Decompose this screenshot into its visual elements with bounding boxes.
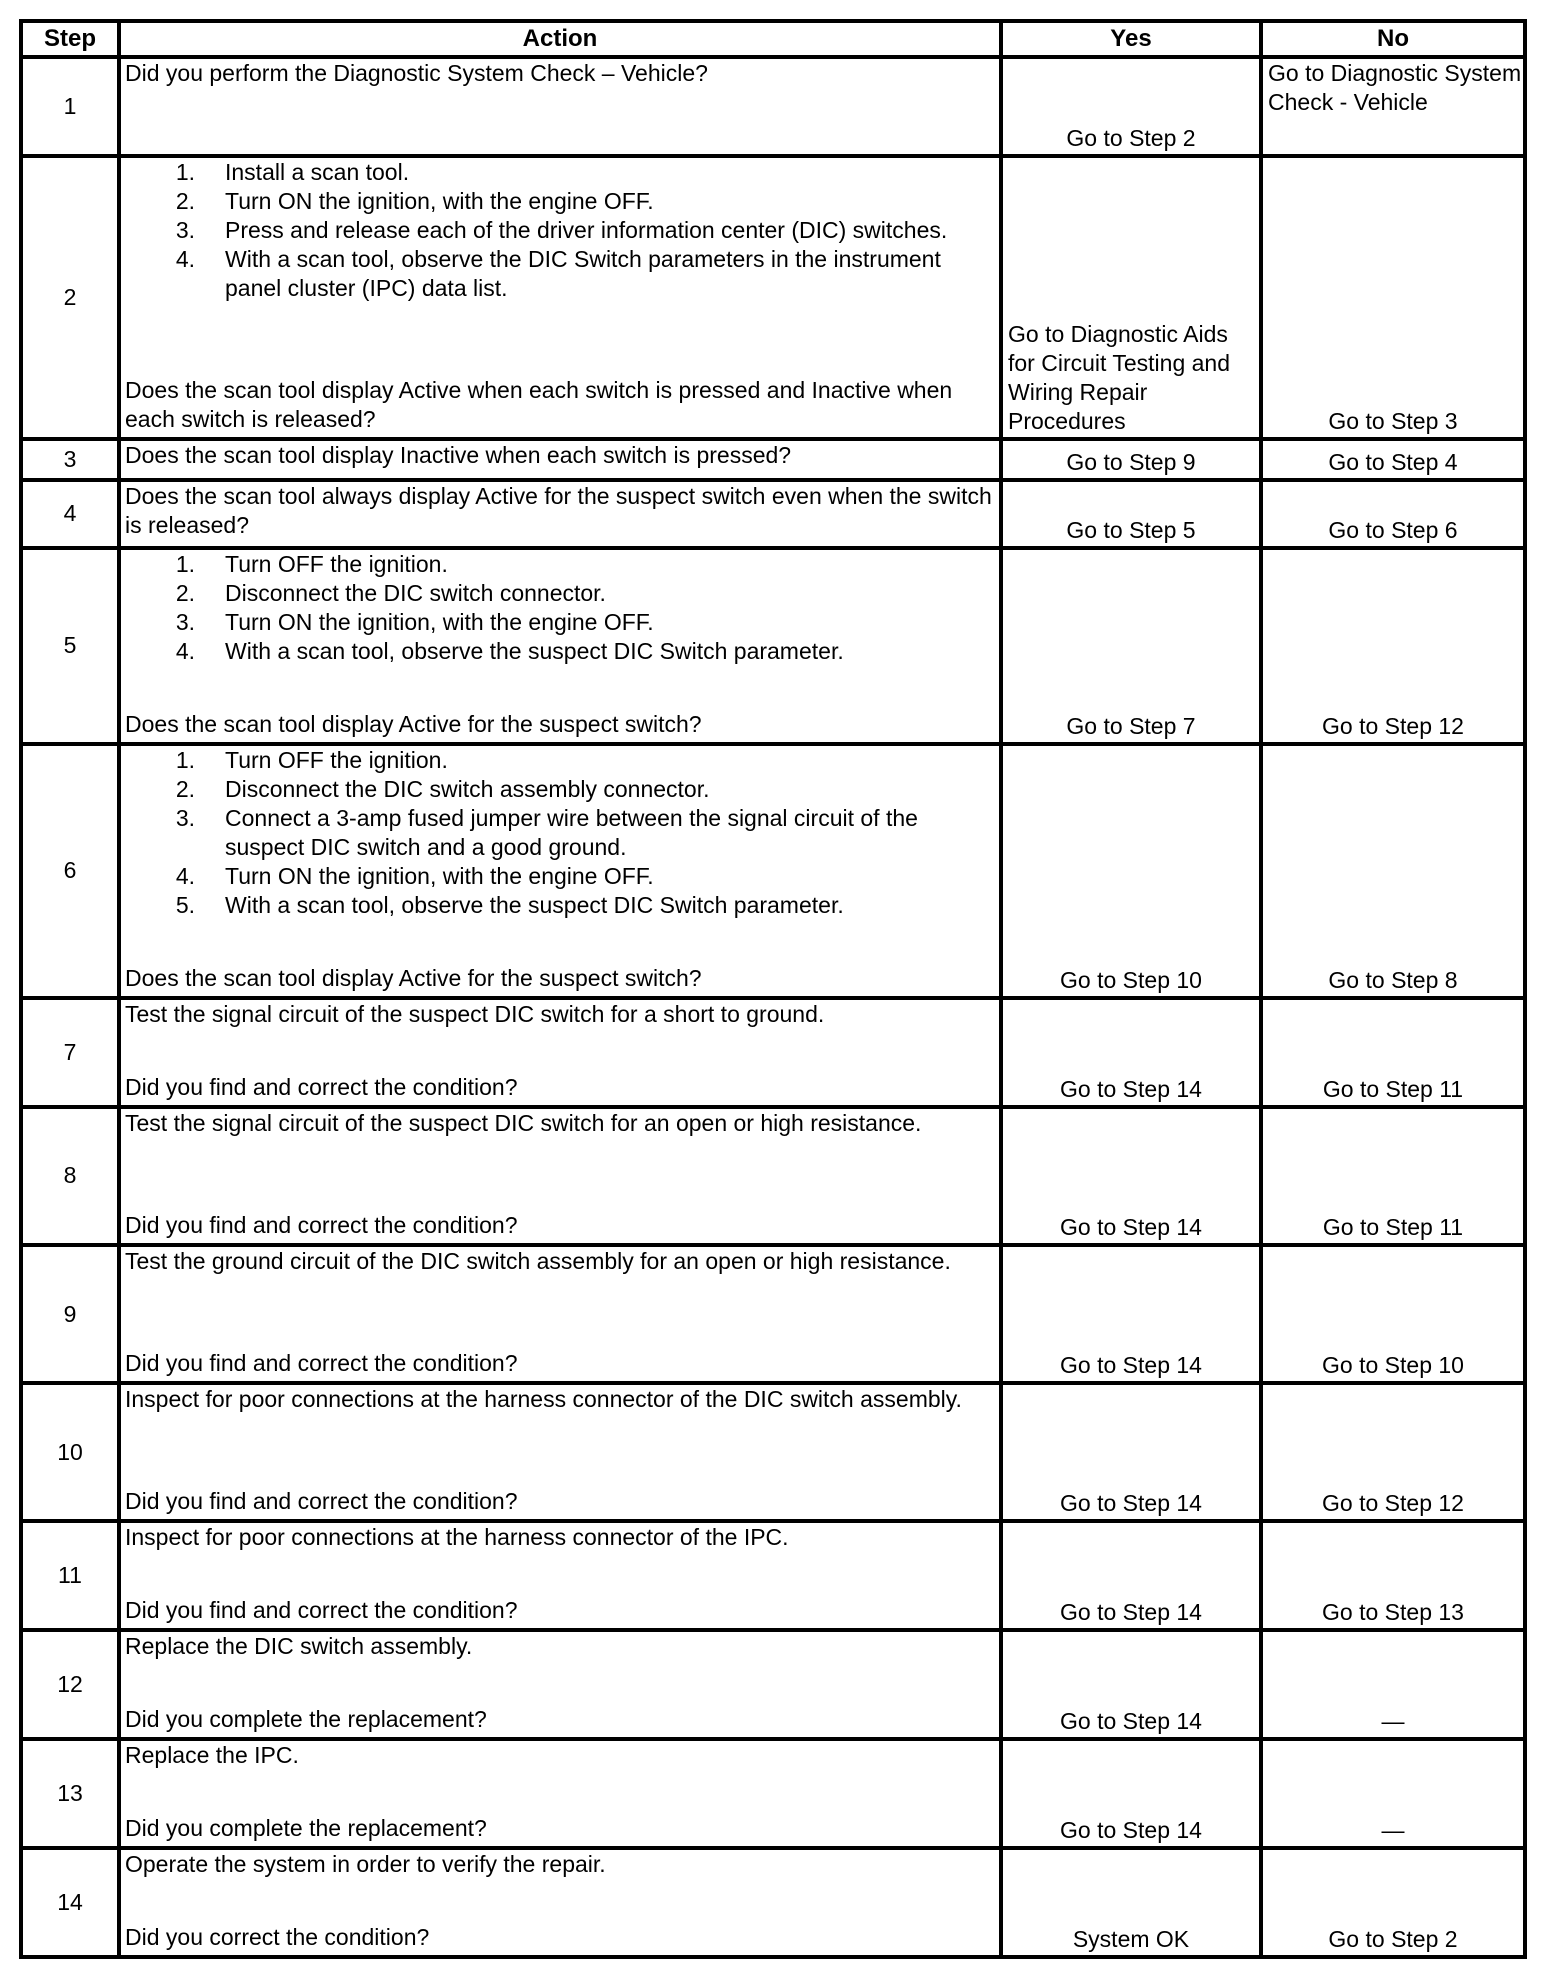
list-number: 2. bbox=[175, 187, 195, 214]
action-text: Test the signal circuit of the suspect DIC switch for an open or high resistance. bbox=[125, 1109, 922, 1136]
instruction-list bbox=[125, 158, 997, 303]
no-cell: Go to Step 4 bbox=[1261, 439, 1525, 479]
step-number: 13 bbox=[21, 1739, 119, 1848]
yes-cell: Go to Step 2 bbox=[1001, 57, 1261, 156]
question-text: Did you find and correct the condition? bbox=[125, 1073, 518, 1100]
action-text: Inspect for poor connections at the harness connector of the IPC. bbox=[125, 1524, 789, 1551]
list-text: Press and release each of the driver information center (DIC) switches. bbox=[225, 216, 948, 243]
yes-cell: Go to Step 9 bbox=[1001, 439, 1261, 479]
action-cell bbox=[119, 57, 1001, 156]
table-row bbox=[21, 57, 1525, 156]
header-yes: Yes bbox=[1001, 21, 1261, 57]
list-text: Install a scan tool. bbox=[225, 158, 410, 185]
table-row bbox=[21, 1630, 1525, 1739]
step-number: 9 bbox=[21, 1245, 119, 1383]
list-text: Turn ON the ignition, with the engine OFF. bbox=[225, 609, 654, 636]
table-row bbox=[21, 1383, 1525, 1521]
action-text: Test the signal circuit of the suspect DIC switch for a short to ground. bbox=[125, 1000, 825, 1027]
question-text: Did you complete the replacement? bbox=[125, 1815, 487, 1842]
list-item bbox=[125, 608, 997, 637]
action-cell bbox=[119, 1107, 1001, 1245]
list-item bbox=[125, 746, 997, 775]
list-item bbox=[125, 775, 997, 804]
table-row bbox=[21, 480, 1525, 549]
no-cell: Go to Step 10 bbox=[1261, 1245, 1525, 1383]
list-number: 1. bbox=[175, 551, 195, 578]
step-number: 8 bbox=[21, 1107, 119, 1245]
action-cell bbox=[119, 744, 1001, 998]
step-number: 4 bbox=[21, 480, 119, 549]
action-text: Operate the system in order to verify the repair. bbox=[125, 1850, 606, 1877]
list-item bbox=[125, 550, 997, 579]
action-cell bbox=[119, 156, 1001, 439]
header-step: Step bbox=[21, 21, 119, 57]
no-cell: Go to Step 2 bbox=[1261, 1848, 1525, 1957]
list-number: 1. bbox=[175, 746, 195, 773]
yes-cell: Go to Diagnostic Aids for Circuit Testing and Wiring Repair Procedures bbox=[1001, 156, 1261, 439]
table-row bbox=[21, 744, 1525, 998]
no-cell: Go to Step 12 bbox=[1261, 1383, 1525, 1521]
action-text: Did you perform the Diagnostic System Check – Vehicle? bbox=[125, 60, 708, 86]
step-number: 3 bbox=[21, 439, 119, 479]
question-text: Did you complete the replacement? bbox=[125, 1706, 487, 1733]
question-text: Did you find and correct the condition? bbox=[125, 1597, 518, 1624]
list-text: Disconnect the DIC switch assembly connector. bbox=[225, 775, 710, 802]
list-text: Disconnect the DIC switch connector. bbox=[225, 580, 606, 607]
yes-cell: Go to Step 7 bbox=[1001, 548, 1261, 744]
table-row bbox=[21, 1848, 1525, 1957]
list-number: 4. bbox=[175, 245, 195, 272]
no-cell: Go to Step 11 bbox=[1261, 998, 1525, 1107]
question-text: Did you correct the condition? bbox=[125, 1923, 430, 1950]
table-row bbox=[21, 1521, 1525, 1630]
header-no: No bbox=[1261, 21, 1525, 57]
action-text: Does the scan tool always display Active for the suspect switch even when the switch is released? bbox=[125, 482, 992, 538]
list-item bbox=[125, 158, 997, 187]
question-text: Did you find and correct the condition? bbox=[125, 1349, 518, 1376]
step-number: 7 bbox=[21, 998, 119, 1107]
table-row bbox=[21, 1107, 1525, 1245]
question-text: Does the scan tool display Active for the suspect switch? bbox=[125, 711, 702, 738]
yes-cell: Go to Step 14 bbox=[1001, 1107, 1261, 1245]
list-item bbox=[125, 245, 997, 303]
no-cell: Go to Step 12 bbox=[1261, 548, 1525, 744]
list-item bbox=[125, 637, 997, 666]
list-number: 4. bbox=[175, 638, 195, 665]
action-cell bbox=[119, 1383, 1001, 1521]
question-text: Did you find and correct the condition? bbox=[125, 1488, 518, 1515]
table-row bbox=[21, 1245, 1525, 1383]
action-cell bbox=[119, 1848, 1001, 1957]
table-row bbox=[21, 439, 1525, 479]
list-item bbox=[125, 891, 997, 920]
list-item bbox=[125, 579, 997, 608]
list-text: Turn OFF the ignition. bbox=[225, 551, 448, 578]
step-number: 2 bbox=[21, 156, 119, 439]
action-cell bbox=[119, 439, 1001, 479]
action-cell bbox=[119, 548, 1001, 744]
list-item bbox=[125, 804, 997, 862]
list-text: Turn ON the ignition, with the engine OFF. bbox=[225, 862, 654, 889]
action-text: Inspect for poor connections at the harness connector of the DIC switch assembly. bbox=[125, 1386, 962, 1413]
yes-cell: Go to Step 14 bbox=[1001, 1739, 1261, 1848]
list-number: 2. bbox=[175, 580, 195, 607]
step-number: 14 bbox=[21, 1848, 119, 1957]
instruction-list bbox=[125, 550, 997, 666]
no-cell: Go to Step 8 bbox=[1261, 744, 1525, 998]
question-text: Did you find and correct the condition? bbox=[125, 1211, 518, 1238]
list-text: With a scan tool, observe the suspect DIC Switch parameter. bbox=[225, 891, 844, 918]
action-cell bbox=[119, 1630, 1001, 1739]
no-cell: Go to Step 11 bbox=[1261, 1107, 1525, 1245]
list-item bbox=[125, 187, 997, 216]
list-item bbox=[125, 216, 997, 245]
list-item bbox=[125, 862, 997, 891]
list-text: Connect a 3-amp fused jumper wire between the signal circuit of the suspect DIC switch and a good ground. bbox=[225, 804, 918, 860]
no-cell: Go to Step 13 bbox=[1261, 1521, 1525, 1630]
yes-cell: Go to Step 5 bbox=[1001, 480, 1261, 549]
header-row bbox=[21, 21, 1525, 57]
step-number: 6 bbox=[21, 744, 119, 998]
step-number: 10 bbox=[21, 1383, 119, 1521]
step-number: 11 bbox=[21, 1521, 119, 1630]
table-row bbox=[21, 1739, 1525, 1848]
action-cell bbox=[119, 480, 1001, 549]
action-cell bbox=[119, 1521, 1001, 1630]
no-cell: — bbox=[1261, 1630, 1525, 1739]
table-row bbox=[21, 998, 1525, 1107]
list-number: 4. bbox=[175, 862, 195, 889]
list-text: Turn OFF the ignition. bbox=[225, 746, 448, 773]
list-text: Turn ON the ignition, with the engine OFF. bbox=[225, 187, 654, 214]
no-cell: Go to Diagnostic System Check - Vehicle bbox=[1261, 57, 1525, 156]
action-cell bbox=[119, 1739, 1001, 1848]
action-cell bbox=[119, 1245, 1001, 1383]
list-text: With a scan tool, observe the DIC Switch parameters in the instrument panel cluster (IPC) data list. bbox=[225, 245, 941, 301]
question-text: Does the scan tool display Active when each switch is pressed and Inactive when each switch is released? bbox=[125, 376, 953, 432]
list-text: With a scan tool, observe the suspect DIC Switch parameter. bbox=[225, 638, 844, 665]
list-number: 3. bbox=[175, 216, 195, 243]
yes-cell: System OK bbox=[1001, 1848, 1261, 1957]
list-number: 5. bbox=[175, 891, 195, 918]
instruction-list bbox=[125, 746, 997, 920]
yes-cell: Go to Step 14 bbox=[1001, 1630, 1261, 1739]
list-number: 3. bbox=[175, 804, 195, 831]
diagnostic-table bbox=[19, 19, 1527, 1959]
action-text: Does the scan tool display Inactive when each switch is pressed? bbox=[125, 442, 792, 469]
action-cell bbox=[119, 998, 1001, 1107]
step-number: 12 bbox=[21, 1630, 119, 1739]
action-text: Replace the IPC. bbox=[125, 1742, 299, 1769]
list-number: 2. bbox=[175, 775, 195, 802]
no-cell: Go to Step 3 bbox=[1261, 156, 1525, 439]
table-row bbox=[21, 548, 1525, 744]
action-text: Replace the DIC switch assembly. bbox=[125, 1633, 473, 1660]
yes-cell: Go to Step 10 bbox=[1001, 744, 1261, 998]
action-text: Test the ground circuit of the DIC switch assembly for an open or high resistance. bbox=[125, 1247, 951, 1274]
yes-cell: Go to Step 14 bbox=[1001, 1383, 1261, 1521]
yes-cell: Go to Step 14 bbox=[1001, 1245, 1261, 1383]
step-number: 5 bbox=[21, 548, 119, 744]
yes-cell: Go to Step 14 bbox=[1001, 998, 1261, 1107]
yes-cell: Go to Step 14 bbox=[1001, 1521, 1261, 1630]
no-cell: Go to Step 6 bbox=[1261, 480, 1525, 549]
table-row bbox=[21, 156, 1525, 439]
step-number: 1 bbox=[21, 57, 119, 156]
no-cell: — bbox=[1261, 1739, 1525, 1848]
list-number: 3. bbox=[175, 609, 195, 636]
header-action: Action bbox=[119, 21, 1001, 57]
question-text: Does the scan tool display Active for the suspect switch? bbox=[125, 964, 702, 991]
list-number: 1. bbox=[175, 158, 195, 185]
